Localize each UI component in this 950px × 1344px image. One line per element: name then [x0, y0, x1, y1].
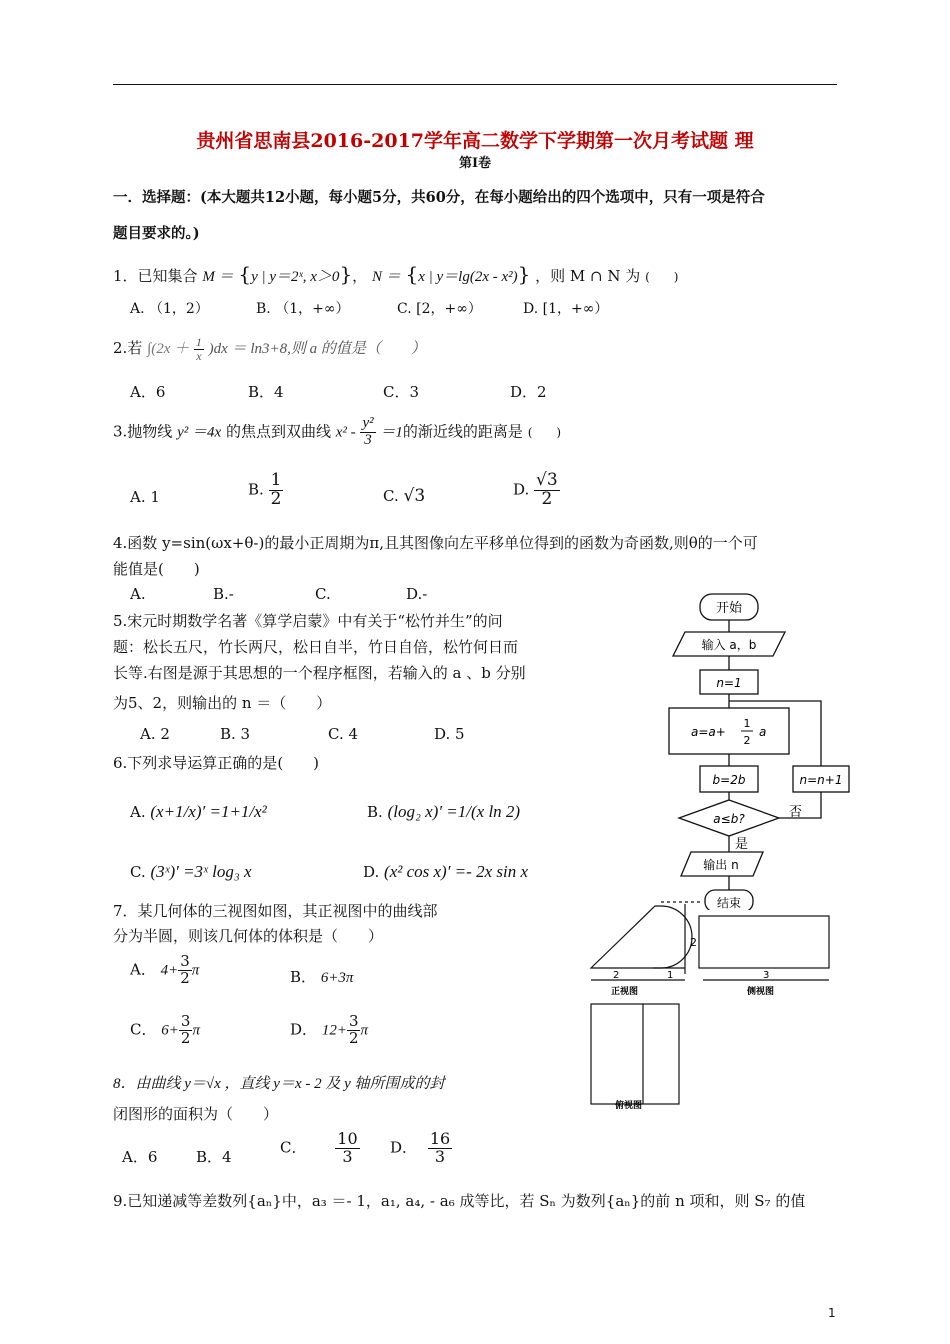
question-5-line4: 为5、2，则输出的 n ＝（ ） [113, 694, 332, 712]
question-5-line1: 5.宋元时期数学名著《算学启蒙》中有关于“松竹并生”的问 [113, 612, 503, 630]
section-heading-2: 题目要求的。) [113, 225, 200, 242]
question-4-line1: 4.函数 y=sin(ωx+θ-)的最小正周期为π,且其图像向左平移单位得到的函数为奇函数,则θ的一个可 [113, 534, 758, 552]
flow-frac-den: 2 [743, 734, 751, 747]
volume-label: 第Ⅰ卷 [458, 156, 492, 171]
side-view-label: 侧视图 [747, 987, 775, 997]
q8-option-b: B．4 [196, 1148, 232, 1166]
q3-option-d: D. $\frac{√3}{2}$ [513, 470, 558, 509]
dim-width-2: 2 [613, 970, 620, 981]
q8-option-d: D． $\frac{16}{3}$ [390, 1129, 451, 1166]
question-9-line1: 9.已知递减等差数列{aₙ}中，a₃ ＝- 1，a₁, a₄, - a₆ 成等比，若 Sₙ 为数列{aₙ}的前 n 项和，则 S₇ 的值 [113, 1192, 806, 1210]
q5-option-b: B. 3 [220, 725, 251, 743]
q5-option-c: C. 4 [328, 725, 359, 743]
flow-yes: 是 [735, 837, 749, 852]
q2-option-a: A．6 [130, 383, 166, 401]
q1-option-b: B. （1，+∞） [256, 301, 350, 317]
q2-option-c: C．3 [383, 383, 420, 401]
q4-option-d: D.- [406, 585, 428, 603]
q3-option-c: C. √3 [383, 486, 426, 506]
q6-option-c: C. (3ˣ)′ =3ˣ log₃ x [130, 862, 252, 881]
q8-option-c: C． $\frac{10}{3}$ [280, 1129, 358, 1166]
q6-option-d: D. (x² cos x)′ =- 2x sin x [363, 862, 528, 881]
question-5-line3: 长等.右图是源于其思想的一个程序框图，若输入的 a 、b 分别 [113, 664, 526, 682]
flow-output: 输出 n [703, 858, 739, 872]
q7-option-b: B． 6+3π [290, 968, 354, 986]
top-view-label: 俯视图 [615, 1101, 643, 1110]
q1-option-d: D. [1，+∞） [523, 301, 609, 317]
q3-option-b: B. $\frac{1}{2}$ [248, 470, 282, 509]
question-2: 2.若 ∫(2x ＋ $\frac{1}{x}$ )dx ＝ ln3+8,则 a 的值是（ ） [113, 335, 426, 363]
dim-width-1: 1 [667, 970, 674, 981]
q6-option-b: B. (log₂ x)′ =1/(x ln 2) [367, 802, 521, 821]
q3-option-a: A. 1 [130, 488, 160, 506]
q8-option-a: A．6 [122, 1148, 158, 1166]
question-6: 6.下列求导运算正确的是( ) [113, 754, 320, 772]
q4-option-c: C. [315, 585, 331, 603]
question-8-line1: 8．由曲线 y＝√x ，直线 y＝x - 2 及 y 轴所围成的封 [113, 1076, 445, 1092]
q4-option-b: B.- [213, 585, 234, 603]
flow-cond: a≤b? [713, 812, 745, 826]
flow-assign-pre: a=a+ [691, 725, 726, 739]
question-7-line1: 7．某几何体的三视图如图，其正视图中的曲线部 [113, 902, 438, 920]
q1-option-c: C. [2，+∞） [397, 301, 482, 317]
q7-option-d: D． 12+ $\frac{3}{2}$ π [290, 1012, 368, 1047]
flow-frac-num: 1 [743, 717, 751, 730]
question-4-line2: 能值是( ) [113, 560, 200, 578]
q7-option-c: C． 6+ $\frac{3}{2}$ π [130, 1012, 200, 1047]
page-title: 贵州省思南县2016-2017学年高二数学下学期第一次月考试题 理 [196, 130, 754, 152]
q4-option-a: A. [130, 585, 146, 603]
flow-b: b=2b [712, 773, 746, 787]
flowchart-diagram [655, 590, 855, 910]
q1-option-a: A. （1，2） [130, 301, 209, 317]
flow-end: 结束 [716, 896, 742, 910]
q6-option-a: A. (x+1/x)′ =1+1/x² [130, 802, 267, 821]
question-3: 3.抛物线 y² ＝4x 的焦点到双曲线 x² - $\frac{\text{y²}}{3}$ ＝1的渐近线的距离是 ( ) [113, 415, 562, 448]
q2-option-d: D．2 [510, 383, 547, 401]
flow-input: 输入 a，b [701, 638, 757, 652]
section-heading-1: 一．选择题：(本大题共12小题，每小题5分，共60分，在每小题给出的四个选项中，只有一项是符合 [113, 189, 765, 206]
front-view-label: 正视图 [611, 987, 639, 997]
flow-no: 否 [789, 805, 803, 820]
three-view-diagram [583, 898, 833, 1110]
flow-init: n=1 [716, 676, 742, 690]
question-1: 1．已知集合 M ＝ {y | y＝2ˣ, x＞0}， N ＝ {x | y＝lg(2x - x²)} ，则 M ∩ N 为 ( ) [113, 262, 679, 286]
header-rule [113, 84, 837, 85]
question-7-line2: 分为半圆，则该几何体的体积是（ ） [113, 927, 384, 945]
dim-width-3: 3 [763, 970, 770, 981]
question-5-line2: 题：松长五尺，竹长两尺，松日自半，竹日自倍，松竹何日而 [113, 638, 519, 656]
flow-assign-post: a [759, 725, 767, 739]
page-number: 1 [828, 1306, 836, 1320]
q5-option-d: D. 5 [434, 725, 465, 743]
dim-height-2: 2 [690, 936, 697, 949]
flow-start: 开始 [715, 601, 743, 616]
question-8-line2: 闭图形的面积为（ ） [113, 1105, 279, 1123]
flow-inc: n=n+1 [799, 773, 843, 787]
q5-option-a: A. 2 [140, 725, 170, 743]
q2-option-b: B．4 [248, 383, 284, 401]
q7-option-a: A． 4+ $\frac{3}{2}$ π [130, 952, 200, 987]
